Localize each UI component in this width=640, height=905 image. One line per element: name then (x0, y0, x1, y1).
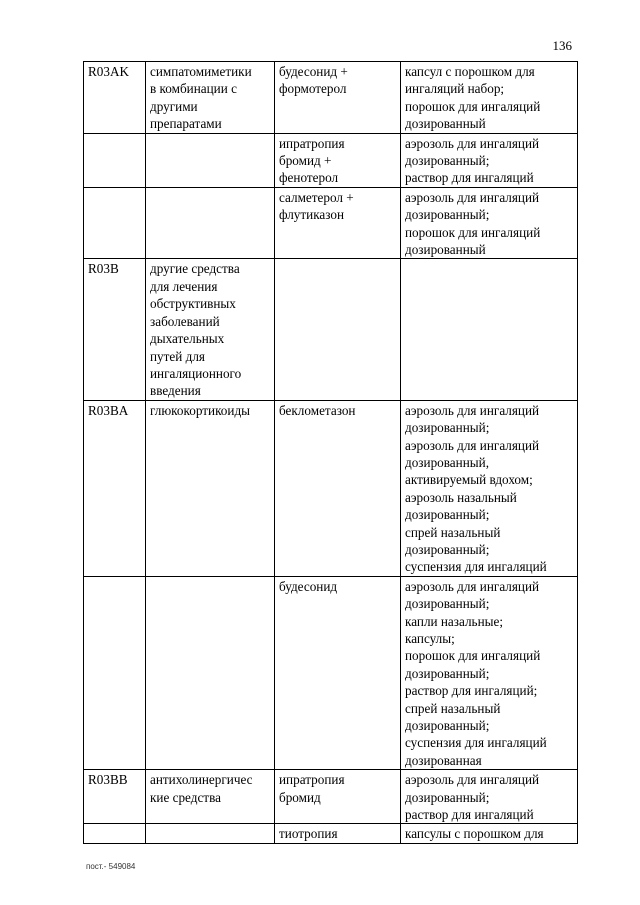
group-cell: симпатомиметики в комбинации с другими препаратами (146, 62, 275, 134)
group-cell: глюкокортикоиды (146, 400, 275, 576)
table-row (84, 259, 578, 400)
group-cell: антихолинергичес кие средства (146, 770, 275, 824)
table-row (84, 770, 578, 824)
drug-cell: будесонид + формотерол (275, 62, 401, 134)
atc-code-cell: R03AK (84, 62, 146, 134)
form-cell: аэрозоль для ингаляций дозированный; аэрозоль для ингаляций дозированный, активируемый вдохом; аэрозоль назальный дозированный; спрей назальный дозированный; суспензия для ингаляций (401, 400, 578, 576)
form-cell: аэрозоль для ингаляций дозированный; капли назальные; капсулы; порошок для ингаляций дозированный; раствор для ингаляций; спрей назальный дозированный; суспензия для ингаляций дозированная (401, 576, 578, 769)
drug-cell: ипратропия бромид (275, 770, 401, 824)
table-row (84, 576, 578, 769)
drug-cell (275, 259, 401, 400)
group-cell (146, 824, 275, 843)
group-cell (146, 133, 275, 187)
table-row (84, 133, 578, 187)
drug-cell: будесонид (275, 576, 401, 769)
atc-code-cell: R03B (84, 259, 146, 400)
form-cell: аэрозоль для ингаляций дозированный; порошок для ингаляций дозированный (401, 187, 578, 259)
drug-cell: тиотропия (275, 824, 401, 843)
drug-cell: салметерол + флутиказон (275, 187, 401, 259)
atc-code-cell (84, 133, 146, 187)
form-cell: капсулы с порошком для (401, 824, 578, 843)
atc-code-cell: R03BA (84, 400, 146, 576)
drug-table (83, 61, 578, 844)
table-row (84, 400, 578, 576)
document-footer: пост.- 549084 (86, 862, 136, 871)
atc-code-cell (84, 187, 146, 259)
group-cell: другие средства для лечения обструктивных заболеваний дыхательных путей для ингаляционного введения (146, 259, 275, 400)
form-cell: аэрозоль для ингаляций дозированный; раствор для ингаляций (401, 770, 578, 824)
form-cell (401, 259, 578, 400)
atc-code-cell (84, 576, 146, 769)
drug-cell: ипратропия бромид + фенотерол (275, 133, 401, 187)
form-cell: капсул с порошком для ингаляций набор; порошок для ингаляций дозированный (401, 62, 578, 134)
table-row (84, 824, 578, 843)
atc-code-cell: R03BB (84, 770, 146, 824)
group-cell (146, 187, 275, 259)
atc-code-cell (84, 824, 146, 843)
table-row (84, 187, 578, 259)
group-cell (146, 576, 275, 769)
drug-cell: беклометазон (275, 400, 401, 576)
table-row (84, 62, 578, 134)
form-cell: аэрозоль для ингаляций дозированный; раствор для ингаляций (401, 133, 578, 187)
page-number: 136 (552, 38, 572, 53)
